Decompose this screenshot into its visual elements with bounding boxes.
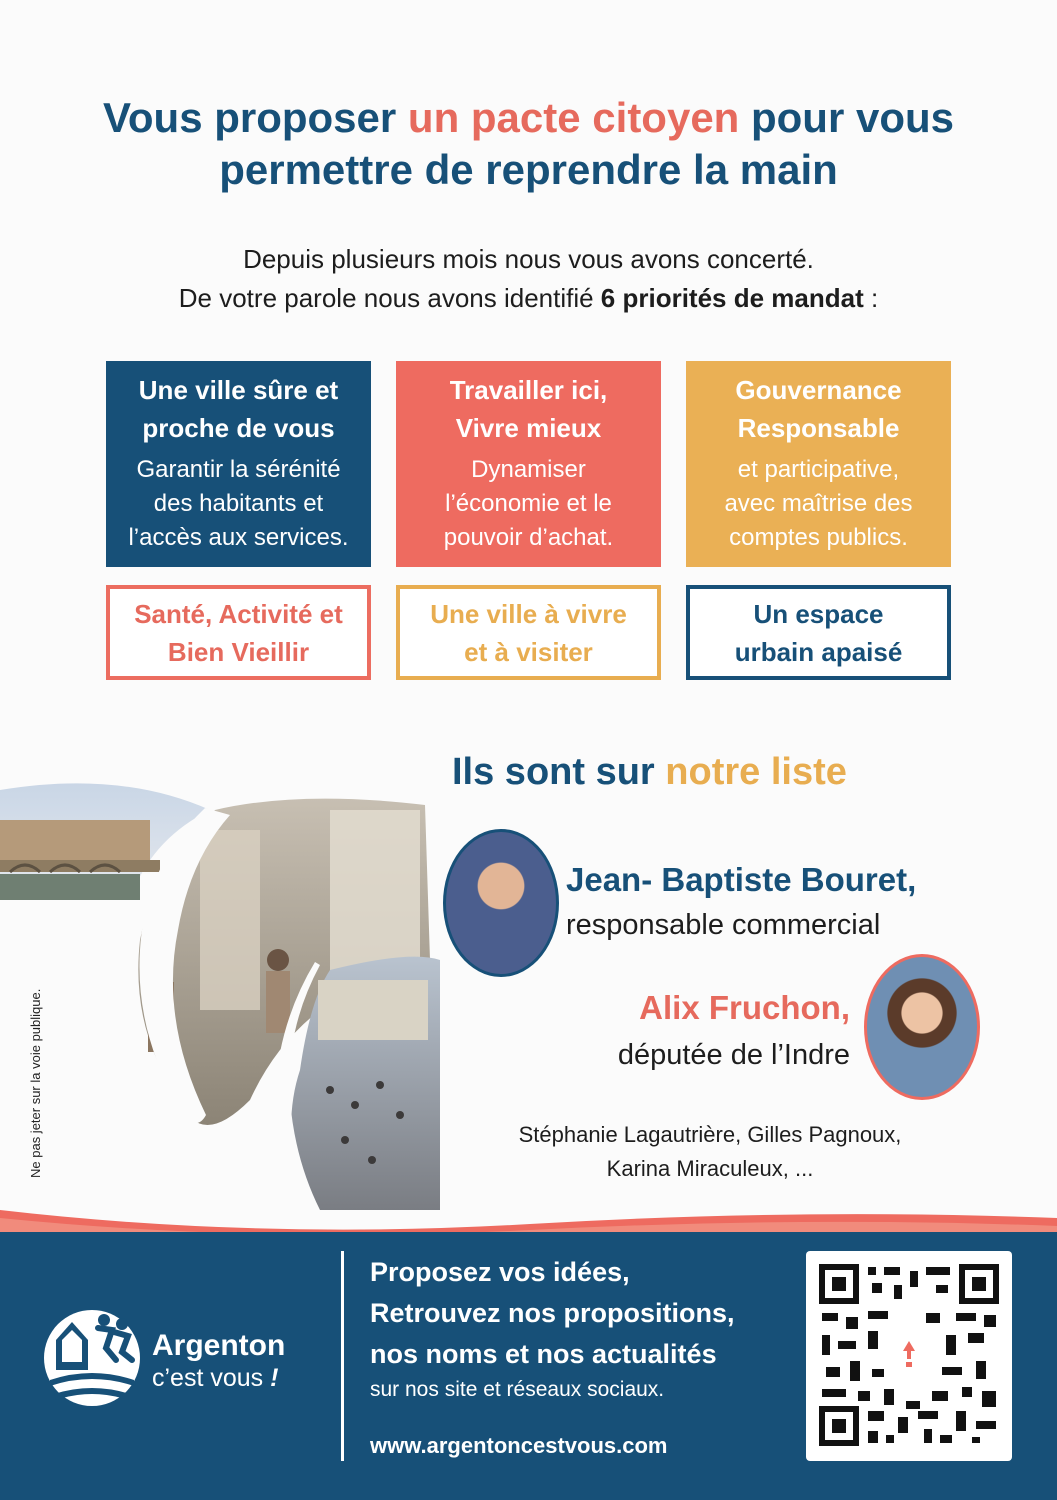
qr-code-graphic	[806, 1251, 1012, 1461]
logo-wordmark: Argenton c’est vous !	[152, 1329, 286, 1392]
website-link[interactable]: www.argentoncestvous.com	[370, 1433, 668, 1458]
priority-card-governance: Gouvernance Responsable et participative, avec maîtrise des comptes publics.	[686, 361, 951, 567]
priority-box-urban-space: Un espace urbain apaisé	[686, 585, 951, 680]
priority-card-safety: Une ville sûre et proche de vous Garantir la sérénité des habitants et l’accès aux services.	[106, 361, 371, 567]
candidate-name-bouret: Jean- Baptiste Bouret,	[566, 861, 917, 898]
priority-box-city-life: Une ville à vivre et à visiter	[396, 585, 661, 680]
argenton-logo-mark	[42, 1300, 142, 1412]
footer-call-to-action: Proposez vos idées, Retrouvez nos propositions, nos noms et nos actualités sur nos site et réseaux sociaux. www.argentoncestvous.com	[370, 1252, 810, 1461]
logo-exclamation: !	[270, 1364, 279, 1392]
qr-code[interactable]	[806, 1251, 1012, 1461]
candidate-role-bouret: responsable commercial	[566, 909, 881, 941]
headline-highlight: un pacte citoyen	[407, 94, 740, 141]
disposal-notice: Ne pas jeter sur la voie publique.	[28, 988, 43, 1178]
footer-divider	[341, 1251, 344, 1461]
page-title: Vous proposer un pacte citoyen pour vous permettre de reprendre la main	[102, 94, 955, 193]
town-photo-collage	[0, 770, 440, 1210]
intro-text: Depuis plusieurs mois nous vous avons concerté. De votre parole nous avons identifié 6 priorités de mandat :	[178, 244, 879, 313]
candidate-photo-bouret	[443, 829, 559, 977]
priority-card-work: Travailler ici, Vivre mieux Dynamiser l’économie et le pouvoir d’achat.	[396, 361, 661, 567]
list-section-title: Ils sont sur notre liste	[452, 751, 847, 793]
candidate-name-fruchon: Alix Fruchon,	[639, 989, 850, 1026]
other-candidates: Stéphanie Lagautrière, Gilles Pagnoux, Karina Miraculeux, ...	[518, 1122, 902, 1181]
candidate-photo-fruchon	[864, 954, 980, 1100]
candidate-role-fruchon: députée de l’Indre	[617, 1039, 850, 1071]
priority-box-health: Santé, Activité et Bien Vieillir	[106, 585, 371, 680]
